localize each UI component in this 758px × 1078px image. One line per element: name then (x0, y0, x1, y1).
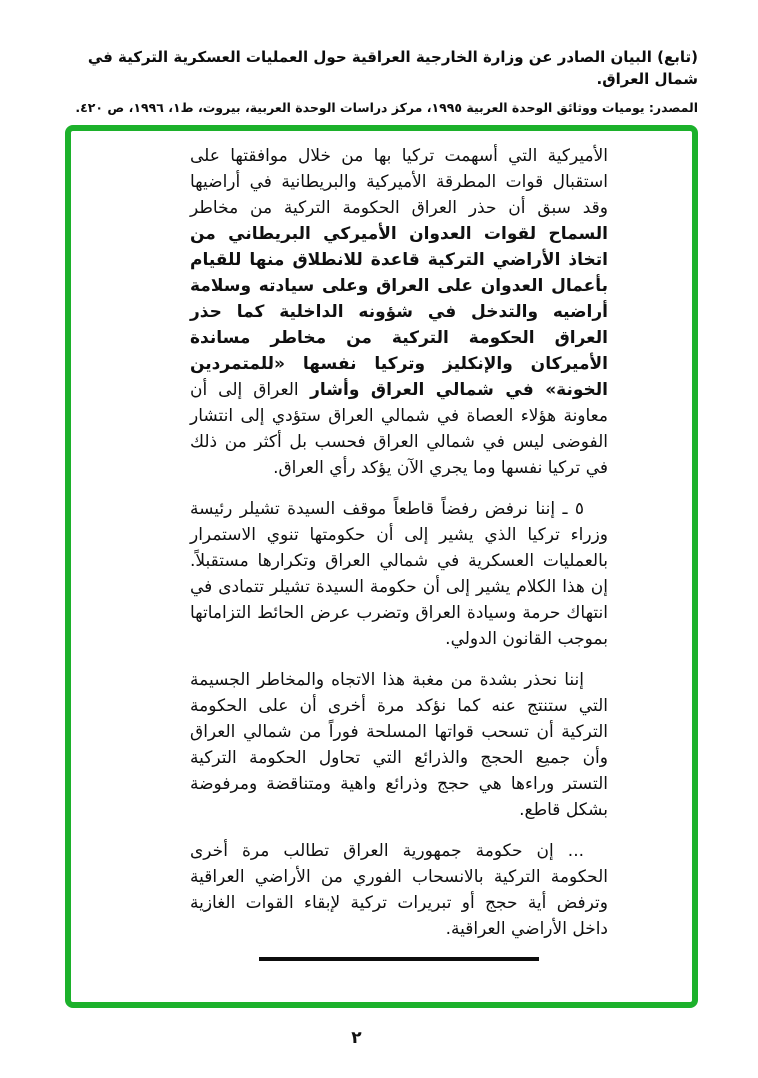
annotation-highlight-box (65, 125, 698, 1008)
body-paragraph (190, 496, 608, 652)
body-text-segment: ٥ ـ إننا نرفض رفضاً قاطعاً موقف السيدة تشيلر رئيسة وزراء تركيا الذي يشير إلى أن حكومتها تنوي الاستمرار بالعمليات العسكرية في شمالي العراق وتكرارها مستقبلاً. إن هذا الكلام يشير إلى أن حكومة السيدة تشيلر تتمادى في انتهاك حرمة وسيادة العراق وتضرب عرض الحائط التزاماتها بموجب القانون الدولي. (190, 499, 608, 649)
document-header (58, 46, 698, 117)
body-text-column (190, 143, 608, 961)
body-paragraph (190, 143, 608, 481)
document-title: (تابع) البيان الصادر عن وزارة الخارجية العراقية حول العمليات العسكرية التركية في شمال العراق. (87, 48, 698, 88)
body-text-segment: إننا نحذر بشدة من مغبة هذا الاتجاه والمخاطر الجسيمة التي ستنتج عنه كما نؤكد مرة أخرى أن على الحكومة التركية أن تسحب قواتها المسلحة فوراً من شمالي العراق وأن جميع الحجج والذرائع التي تحاول الحكومة التركية التستر وراءها هي حجج وذرائع واهية ومتناقضة ومرفوضة بشكل قاطع. (190, 670, 608, 820)
body-text-bold-segment: السماح لقوات العدوان الأميركي البريطاني من اتخاذ الأراضي التركية قاعدة للانطلاق منها للقيام بأعمال العدوان على العراق وعلى سيادته وسلامة أراضيه والتدخل في شؤونه الداخلية كما حذر العراق الحكومة التركية من مخاطر مساندة الأميركان والإنكليز وتركيا نفسها «للمتمردين الخونة» في شمالي العراق وأشار (190, 224, 608, 400)
section-divider-rule (259, 957, 539, 961)
body-text-segment: الأميركية التي أسهمت تركيا بها من خلال موافقتها على استقبال قوات المطرقة الأميركية والبريطانية في أراضيها وقد سبق أن حذر العراق الحكومة التركية من مخاطر (190, 146, 608, 218)
page-number: ٢ (351, 1028, 362, 1048)
document-source-citation: المصدر: يوميات ووثائق الوحدة العربية ١٩٩٥، مركز دراسات الوحدة العربية، بيروت، ط١، ١٩٩٦، ص ٤٢٠. (75, 100, 698, 115)
body-text-segment: العراق إلى أن معاونة هؤلاء العصاة في شمالي العراق ستؤدي إلى انتشار الفوضى ليس في شمالي العراق فحسب بل أكثر من ذلك في تركيا نفسها وما يجري الآن يؤكد رأي العراق. (190, 380, 608, 478)
body-paragraph (190, 667, 608, 823)
body-paragraph (190, 838, 608, 942)
body-text-segment: ... إن حكومة جمهورية العراق تطالب مرة أخرى الحكومة التركية بالانسحاب الفوري من الأراضي العراقية وترفض أية حجج أو تبريرات تركية لإبقاء القوات الغازية داخل الأراضي العراقية. (190, 841, 608, 939)
